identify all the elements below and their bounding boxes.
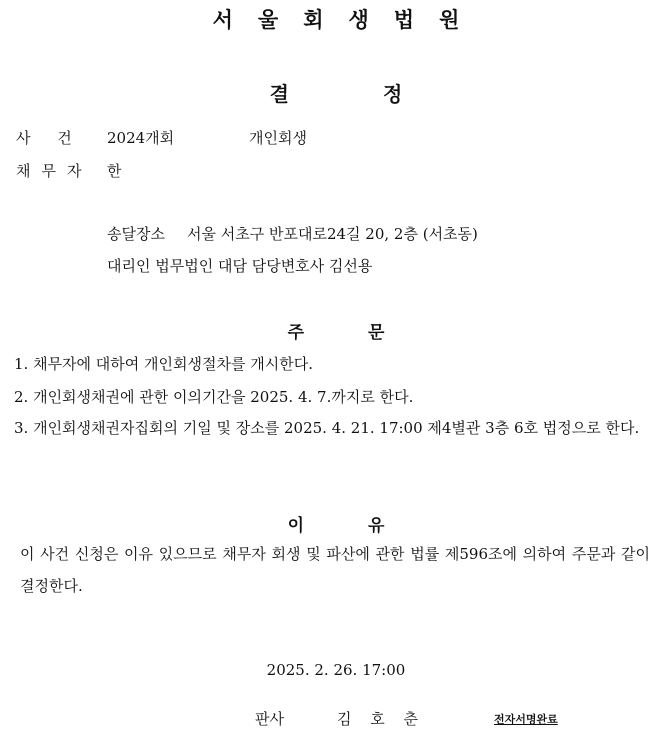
debtor-name: 한 [107,162,122,180]
service-label: 송달장소 [107,225,165,243]
decision-date: 2025. 2. 26. 17:00 [266,661,406,679]
order-item: 3. 개인회생채권자집회의 기일 및 장소를 2025. 4. 21. 17:00 제4별관 3층 6호 법정으로 한다. [14,419,640,437]
agent-line: 대리인 법무법인 대담 담당변호사 김선용 [107,257,373,275]
court-name: 서울회생법원 [212,8,485,32]
judge-title: 판사 [255,710,284,728]
document-title: 결정 [269,82,497,106]
case-number: 2024개회 [107,129,175,147]
judge-name: 김 호 춘 [337,710,419,728]
reason-text: 이 사건 신청은 이유 있으므로 채무자 회생 및 파산에 관한 법률 제596조에 의하여 주문과 같이 결정한다. [20,545,650,595]
order-heading: 주문 [287,323,449,343]
reason-heading: 이유 [287,516,449,536]
service-address: 서울 서초구 반포대로24길 20, 2층 (서초동) [187,225,478,243]
case-label: 사 건 [16,129,83,147]
order-item: 1. 채무자에 대하여 개인회생절차를 개시한다. [14,355,313,373]
case-type: 개인회생 [249,129,307,147]
signature-status: 전자서명완료 [494,713,558,726]
debtor-label: 채무자 [16,162,93,180]
order-item: 2. 개인회생채권에 관한 이의기간을 2025. 4. 7.까지로 한다. [14,388,414,406]
